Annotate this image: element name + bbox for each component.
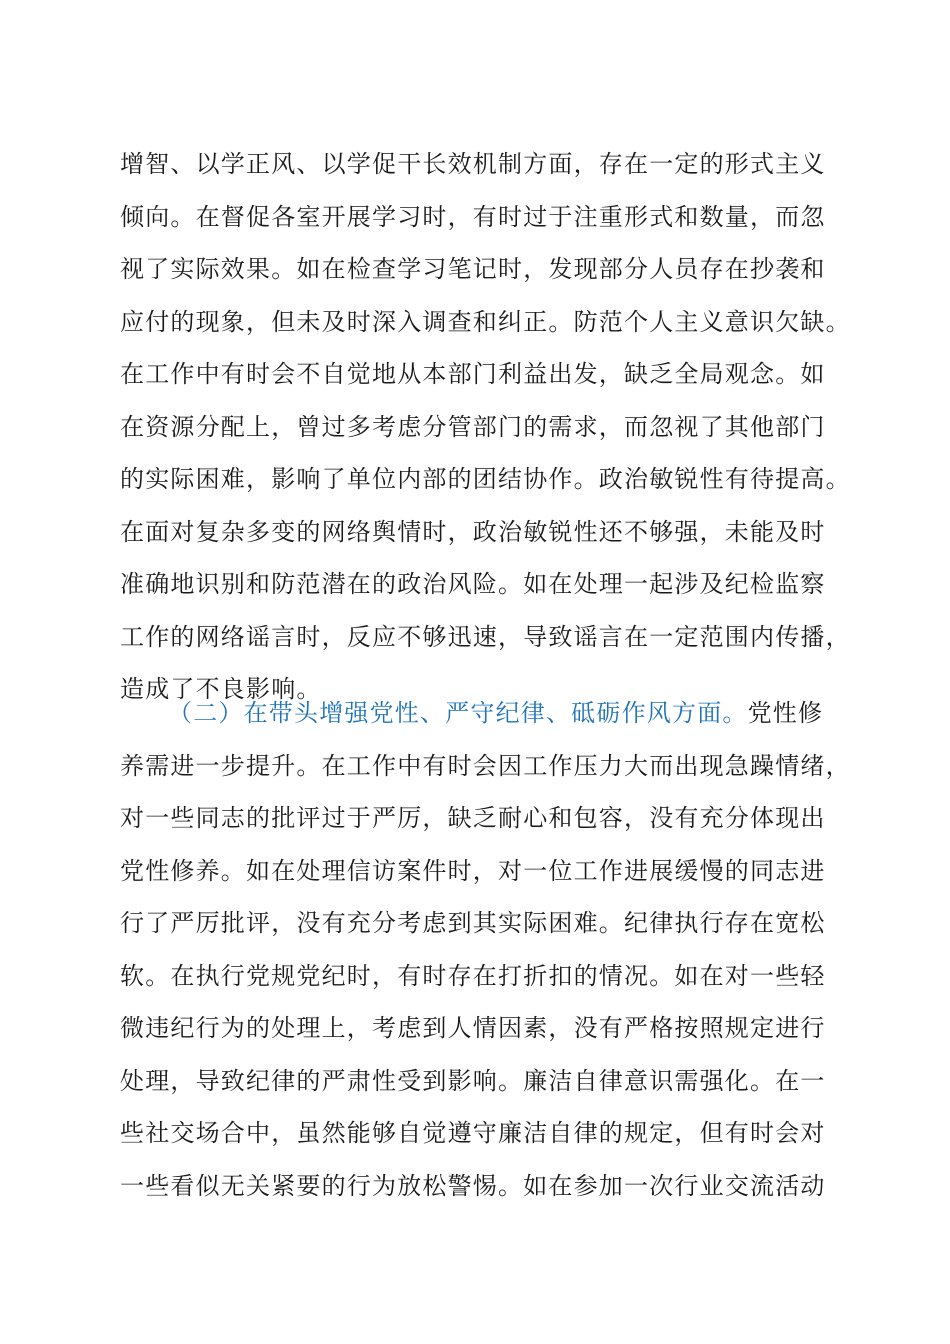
text-line: 造成了不良影响。 [120,675,322,703]
text-line: 软。在执行党规党纪时，有时存在打折扣的情况。如在对一些轻 [120,961,826,990]
text-line: 倾向。在督促各室开展学习时，有时过于注重形式和数量，而忽 [120,202,826,231]
text-line: 处理，导致纪律的严肃性受到影响。廉洁自律意识需强化。在一 [120,1066,826,1095]
text-line: 党性修养。如在处理信访案件时，对一位工作进展缓慢的同志进 [120,856,826,885]
section-heading-line [120,687,840,740]
text-line: 的实际困难，影响了单位内部的团结协作。政治敏锐性有待提高。 [120,465,851,493]
paragraph-1 [120,138,851,716]
text-line: 在面对复杂多变的网络舆情时，政治敏锐性还不够强，未能及时 [120,517,826,546]
text-line: 对一些同志的批评过于严厉，缺乏耐心和包容，没有充分体现出 [120,804,826,832]
text-line: 养需进一步提升。在工作中有时会因工作压力大而出现急躁情绪， [120,751,851,780]
text-line: 工作的网络谣言时，反应不够迅速，导致谣言在一定范围内传播， [120,622,851,651]
text-line: 行了严厉批评，没有充分考虑到其实际困难。纪律执行存在宽松 [120,909,826,937]
text-line: 增智、以学正风、以学促干长效机制方面，存在一定的形式主义 [120,150,826,178]
text-line: 视了实际效果。如在检查学习笔记时，发现部分人员存在抄袭和 [120,255,826,283]
section-heading: （二）在带头增强党性、严守纪律、砥砺作风方面。 [168,699,748,727]
text-line: 应付的现象，但未及时深入调查和纠正。防范个人主义意识欠缺。 [120,307,851,336]
heading-line-rest: 党性修 [747,699,824,727]
text-line: 在资源分配上，曾过多考虑分管部门的需求，而忽视了其他部门 [120,412,826,441]
text-line: 在工作中有时会不自觉地从本部门利益出发，缺乏全局观念。如 [120,360,826,388]
paragraph-2 [120,687,851,1212]
text-line: 些社交场合中，虽然能够自觉遵守廉洁自律的规定，但有时会对 [120,1119,826,1147]
text-line: 准确地识别和防范潜在的政治风险。如在处理一起涉及纪检监察 [120,570,826,598]
text-line: 一些看似无关紧要的行为放松警惕。如在参加一次行业交流活动 [120,1171,826,1200]
text-line: 微违纪行为的处理上，考虑到人情因素，没有严格按照规定进行 [120,1014,826,1042]
